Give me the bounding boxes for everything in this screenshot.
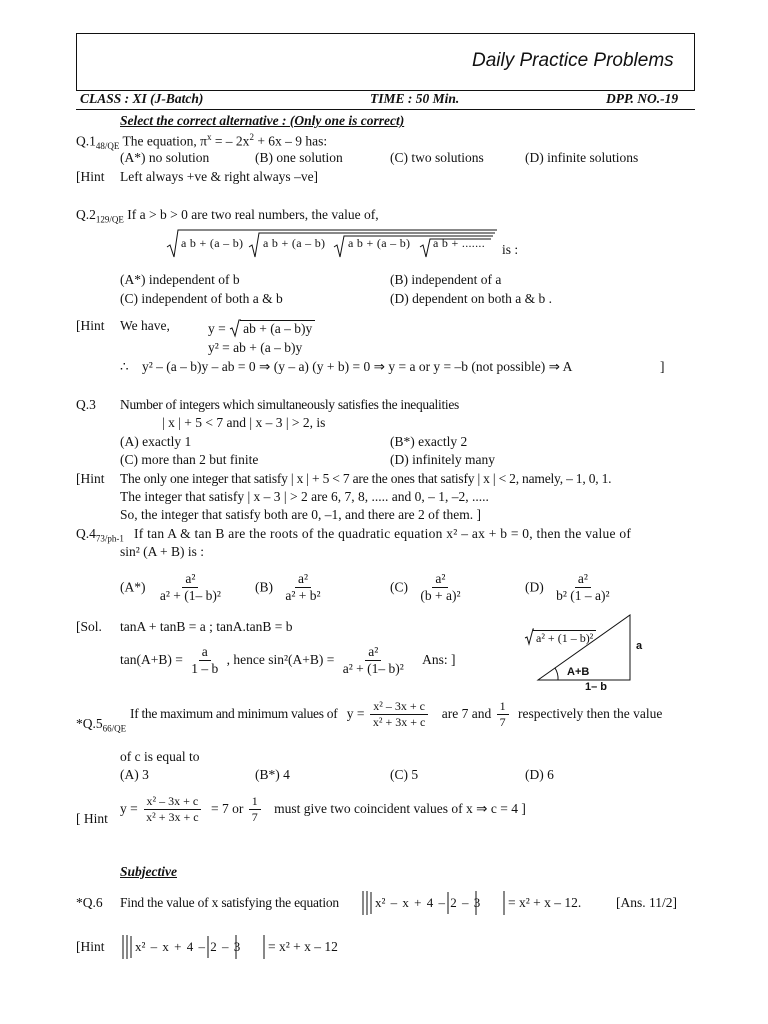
therefore-symbol: ∴: [120, 359, 129, 374]
option-d: (D) infinitely many: [390, 452, 495, 467]
hint-line-2: The integer that satisfy | x – 3 | > 2 are 6, 7, 8, ..... and 0, – 1, –2, .....: [120, 489, 489, 504]
question-4: [76, 526, 124, 544]
question-5-text-2: of c is equal to: [120, 749, 200, 764]
answer: [Ans. 11/2]: [616, 895, 677, 910]
question-5: [76, 716, 126, 734]
page-title: Daily Practice Problems: [472, 50, 674, 71]
hint-close: ]: [660, 359, 665, 374]
q-ref: 129/QE: [95, 214, 124, 225]
option-a: (A) exactly 1: [120, 434, 192, 449]
sol-line-2: tan(A+B) = $\frac{a}{1 - b}$ , hence sin²(A+B) = $\frac{\text{a²}}{\text{a² + (1– b)²}}$ Ans: ]: [120, 644, 456, 677]
radical-term-3: a b + (a – b): [348, 236, 411, 250]
q-number: *Q.5: [76, 716, 103, 731]
class-label: CLASS : XI (J-Batch): [80, 91, 204, 106]
q-ref: 73/ph-1: [95, 533, 124, 544]
hint-rhs: = x² + x – 12: [268, 939, 338, 954]
q-text: The equation, π: [122, 133, 207, 149]
triangle-base-label: 1– b: [585, 681, 608, 693]
question-4-text-2: sin² (A + B) is :: [120, 544, 205, 559]
option-a: (A*) independent of b: [120, 272, 240, 287]
dpp-label: DPP. NO.-19: [606, 91, 679, 106]
subjective-heading: Subjective: [120, 864, 177, 879]
option-d: (D) 6: [525, 767, 554, 782]
hint-label: [Hint: [76, 939, 105, 954]
hint-y-squared: y² = ab + (a – b)y: [208, 340, 303, 355]
option-c: (C) $\frac{\text{a²}}{\text{(b + a)²}}$: [390, 571, 461, 604]
triangle-hypotenuse-label: a² + (1 – b)²: [524, 628, 596, 646]
hint-label: [ Hint: [76, 811, 108, 826]
q-ref: 48/QE: [95, 141, 120, 152]
radical-term-2: a b + (a – b): [263, 236, 326, 250]
radical-term-4: a b + .......: [433, 236, 485, 250]
option-b: (B) one solution: [255, 150, 343, 165]
question-2: [76, 207, 379, 225]
option-a: (A) 3: [120, 767, 149, 782]
q-number: Q.2: [76, 207, 96, 222]
hint-label: [Hint: [76, 318, 105, 333]
section-heading: Select the correct alternative : (Only one is correct): [120, 113, 405, 128]
equation-rhs: = x² + x – 12.: [508, 895, 582, 910]
triangle-angle-label: A+B: [567, 666, 590, 678]
question-3-text: Number of integers which simultaneously satisfies the inequalities: [120, 397, 459, 412]
option-b: (B*) exactly 2: [390, 434, 468, 449]
inequalities: | x | + 5 < 7 and | x – 3 | > 2, is: [162, 415, 326, 430]
hint-equation: y = $\frac{\text{x² – 3x + c}}{\text{x² + 3x + c}}$ = 7 or $\frac{1}{7}$ must give two coincident values of x ⇒ c = 4 ]: [120, 794, 526, 824]
option-b: (B) independent of a: [390, 272, 502, 287]
option-d: (D) $\frac{\text{a²}}{\text{b² (1 – a)²}}$: [525, 571, 610, 604]
q-number: Q.4: [76, 526, 96, 541]
hint-y-eq: y = ab + (a – b)y: [208, 318, 315, 338]
sol-line-1: tanA + tanB = a ; tanA.tanB = b: [120, 619, 293, 634]
hint-line-1: The only one integer that satisfy | x | + 5 < 7 are the ones that satisfy | x | < 2, namely, – 1, 0, 1.: [120, 471, 612, 486]
question-4-text: If tan A & tan B are the roots of the quadratic equation x² – ax + b = 0, then the value of: [134, 526, 632, 541]
hint-line-3: y² – (a – b)y – ab = 0 ⇒ (y – a) (y + b) = 0 ⇒ y = a or y = –b (not possible) ⇒ A: [142, 359, 573, 374]
hint-line-3: So, the integer that satisfy both are 0, –1, and there are 2 of them. ]: [120, 507, 482, 522]
hint-we-have: We have,: [120, 318, 170, 333]
triangle-side-label: a: [636, 640, 643, 652]
question-5-text: If the maximum and minimum values of y = $\frac{\text{x² – 3x + c}}{\text{x² + 3x + c}}$ are 7 and $\frac{1}{7}$ respectively then the value: [130, 699, 663, 729]
option-c: (C) two solutions: [390, 150, 484, 165]
option-b: (B*) 4: [255, 767, 290, 782]
option-c: (C) 5: [390, 767, 419, 782]
q-ref: 66/QE: [102, 723, 127, 734]
question-6-number: *Q.6: [76, 895, 103, 910]
option-d: (D) dependent on both a & b .: [390, 291, 552, 306]
option-a: (A*) $\frac{\text{a²}}{\text{a² + (1– b)²}}$: [120, 571, 221, 604]
hint-text: Left always +ve & right always –ve]: [120, 169, 319, 184]
time-label: TIME : 50 Min.: [370, 91, 460, 106]
hint-label: [Hint: [76, 169, 105, 184]
sol-label: [Sol.: [76, 619, 102, 634]
option-a: (A*) no solution: [120, 150, 210, 165]
header-rule-bottom: [76, 109, 695, 110]
hint-label: [Hint: [76, 471, 105, 486]
right-triangle-diagram: [520, 612, 670, 692]
question-6-text: Find the value of x satisfying the equation: [120, 895, 339, 910]
question-1: $Q.1_{48/QE}$ The equation, $\pi^x$ = – $2x^2 + 6x - 9$ has:: [76, 132, 328, 152]
question-3-number: Q.3: [76, 397, 96, 412]
option-b: (B) $\frac{\text{a²}}{\text{a² + b²}}$: [255, 571, 321, 604]
option-c: (C) independent of both a & b: [120, 291, 283, 306]
q-number: Q.1: [76, 133, 96, 149]
q-text: If a > b > 0 are two real numbers, the value of,: [127, 207, 379, 222]
option-d: (D) infinite solutions: [525, 150, 639, 165]
radical-term-1: a b + (a – b): [181, 236, 244, 250]
is-text: is :: [502, 242, 519, 257]
option-c: (C) more than 2 but finite: [120, 452, 259, 467]
